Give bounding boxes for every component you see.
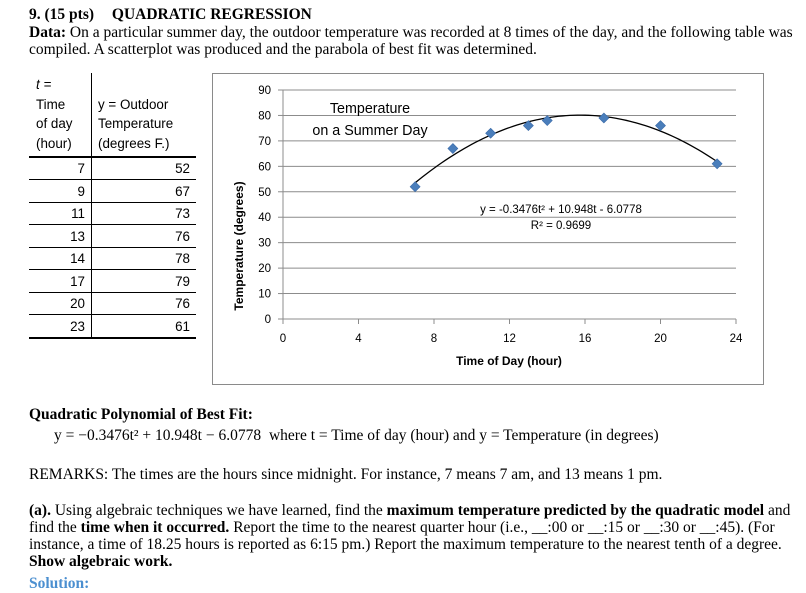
y-tick-label: 20	[258, 263, 271, 276]
data-point	[712, 159, 722, 169]
table-row	[29, 292, 196, 315]
y-tick-label: 90	[258, 85, 271, 97]
part-a-bold-2: time when it occurred.	[80, 519, 230, 536]
problem-number: 9.	[29, 6, 41, 23]
table-row	[29, 247, 196, 270]
table-row	[29, 270, 196, 293]
temperature-cell: 78	[92, 247, 197, 270]
best-fit-line	[54, 427, 659, 444]
part-a-text-1: Using algebraic techniques we have learned, find the	[54, 502, 383, 519]
chart-title-line-1: Temperature	[329, 101, 411, 117]
x-tick-label: 24	[729, 333, 743, 345]
table-row	[29, 202, 196, 225]
part-a-label: (a).	[29, 502, 51, 519]
y-tick-label: 10	[258, 288, 271, 301]
gridlines	[283, 90, 736, 294]
part-a-text-2: and find the	[29, 502, 791, 536]
x-tick-label: 20	[654, 333, 667, 345]
time-cell: 7	[29, 157, 92, 180]
temperature-cell: 67	[92, 180, 197, 203]
temperature-cell: 76	[92, 225, 197, 248]
chart-title-line-2: on a Summer Day	[312, 123, 428, 139]
problem-points: (15 pts)	[44, 6, 95, 23]
data-point	[599, 113, 609, 123]
y-tick-label: 70	[258, 135, 271, 148]
y-axis-title: Temperature (degrees)	[232, 181, 246, 311]
remarks-text: REMARKS: The times are the hours since midnight. For instance, 7 means 7 am, and 13 means 1 pm.	[29, 466, 663, 483]
table-row	[29, 225, 196, 248]
part-a-bold-1: maximum temperature predicted by the quadratic model	[386, 502, 765, 519]
intro-paragraph	[29, 24, 794, 58]
y-tick-label: 50	[258, 186, 271, 199]
problem-header	[29, 6, 312, 23]
x-tick-label: 12	[503, 333, 516, 345]
temperature-cell: 79	[92, 270, 197, 293]
y-tick-label: 30	[258, 237, 271, 250]
chart-svg	[213, 74, 763, 384]
time-cell: 13	[29, 225, 92, 248]
table-header-row	[29, 73, 196, 157]
time-cell: 17	[29, 270, 92, 293]
part-a-text-3: Report the time to the nearest quarter hour (i.e., __:00 or __:15 or __:30 or __:45). (For instance, a time of 18.25 hours is reported as 6:15 pm.) Report the maximum temperature to the nearest tenth of a degree.	[29, 519, 782, 553]
time-cell: 20	[29, 292, 92, 315]
table-row	[29, 315, 196, 338]
table-row	[29, 180, 196, 203]
time-cell: 9	[29, 180, 92, 203]
data-table	[29, 73, 196, 339]
best-fit-heading: Quadratic Polynomial of Best Fit:	[29, 406, 253, 423]
trendline-layer	[415, 115, 717, 183]
y-tick-label: 40	[258, 212, 271, 225]
y-tick-label: 80	[258, 110, 271, 123]
time-cell: 14	[29, 247, 92, 270]
part-a-bold-3: Show algebraic work.	[29, 553, 173, 570]
temperature-column-header: y = Outdoor Temperature (degrees F.)	[92, 73, 197, 157]
time-cell: 23	[29, 315, 92, 338]
x-axis-title: Time of Day (hour)	[456, 354, 562, 368]
part-a-paragraph	[29, 502, 799, 570]
x-tick-label: 8	[430, 333, 438, 345]
y-tick-label: 60	[258, 161, 271, 174]
time-cell: 11	[29, 202, 92, 225]
data-point	[410, 182, 420, 192]
temperature-cell: 52	[92, 157, 197, 180]
data-point	[448, 144, 458, 154]
best-fit-equation: y = −0.3476t² + 10.948t − 6.0778	[54, 427, 262, 444]
temperature-cell: 76	[92, 292, 197, 315]
solution-label: Solution:	[29, 575, 90, 592]
x-tick-label: 16	[578, 333, 592, 345]
trendline-equation: y = -0.3476t² + 10.948t - 6.0778	[480, 204, 642, 216]
trendline	[415, 115, 717, 183]
x-tick-label: 4	[355, 333, 362, 345]
temperature-cell: 73	[92, 202, 197, 225]
time-column-header: t = Time of day (hour)	[29, 73, 92, 157]
intro-text: On a particular summer day, the outdoor temperature was recorded at 8 times of the day, and the following table was compiled. A scatterplot was produced and the parabola of best fit was determined.	[29, 24, 793, 58]
problem-title: QUADRATIC REGRESSION	[111, 6, 312, 23]
r-squared-label: R² = 0.9699	[530, 220, 592, 232]
temperature-cell: 61	[92, 315, 197, 338]
intro-label: Data:	[29, 24, 67, 41]
scatter-chart	[212, 73, 764, 385]
table-row	[29, 157, 196, 180]
x-tick-label: 0	[279, 333, 287, 345]
y-tick-label: 0	[264, 314, 271, 326]
best-fit-where: where t = Time of day (hour) and y = Temperature (in degrees)	[268, 427, 659, 444]
